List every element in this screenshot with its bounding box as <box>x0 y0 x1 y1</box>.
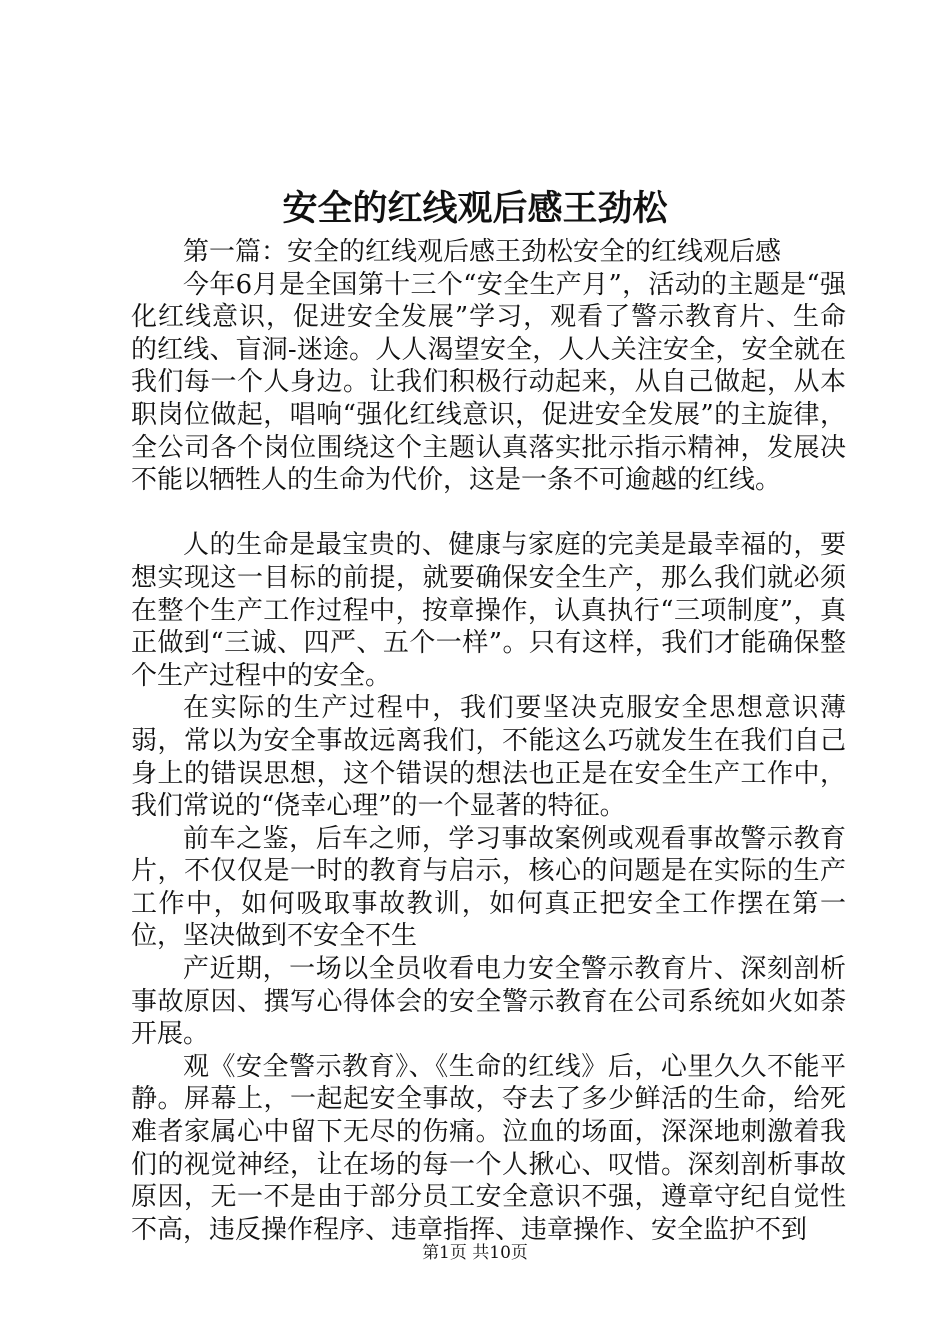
document-body <box>131 236 846 1246</box>
paragraph-5: 产近期，一场以全员收看电力安全警示教育片、深刻剖析事故原因、撰写心得体会的安全警示教育在公司系统如火如荼开展。 <box>131 954 846 1050</box>
paragraph-3: 在实际的生产过程中，我们要坚决克服安全思想意识薄弱，常以为安全事故远离我们，不能这么巧就发生在我们自己身上的错误思想，这个错误的想法也正是在安全生产工作中，我们常说的“侥幸心理”的一个显著的特征。 <box>131 693 846 822</box>
paragraph-gap <box>131 497 846 530</box>
document-title: 安全的红线观后感王劲松 <box>282 188 668 229</box>
paragraph-2: 人的生命是最宝贵的、健康与家庭的完美是最幸福的，要想实现这一目标的前提，就要确保安全生产，那么我们就必须在整个生产工作过程中，按章操作，认真执行“三项制度”，真正做到“三诚、四严、五个一样”。只有这样，我们才能确保整个生产过程中的安全。 <box>131 530 846 691</box>
paragraph-4: 前车之鉴，后车之师，学习事故案例或观看事故警示教育片，不仅仅是一时的教育与启示，核心的问题是在实际的生产工作中，如何吸取事故教训，如何真正把安全工作摆在第一位，坚决做到不安全不生 <box>131 823 846 952</box>
page-footer: 第1页 共10页 <box>422 1243 528 1263</box>
paragraph-1: 今年6月是全国第十三个“安全生产月”，活动的主题是“强化红线意识，促进安全发展”学习，观看了警示教育片、生命的红线、盲洞-迷途。人人渴望安全，人人关注安全，安全就在我们每一个人身边。让我们积极行动起来，从自己做起，从本职岗位做起，唱响“强化红线意识，促进安全发展”的主旋律，全公司各个岗位围绕这个主题认真落实批示指示精神，发展决不能以牺牲人的生命为代价，这是一条不可逾越的红线。 <box>131 269 846 496</box>
paragraph-6: 观《安全警示教育》、《生命的红线》后，心里久久不能平静。屏幕上，一起起安全事故，夺去了多少鲜活的生命，给死难者家属心中留下无尽的伤痛。泣血的场面，深深地刺激着我们的视觉神经，让在场的每一个人揪心、叹惜。深刻剖析事故原因，无一不是由于部分员工安全意识不强，遵章守纪自觉性不高，违反操作程序、违章指挥、违章操作、安全监护不到 <box>131 1051 846 1245</box>
section-heading: 第一篇：安全的红线观后感王劲松安全的红线观后感 <box>183 237 782 267</box>
